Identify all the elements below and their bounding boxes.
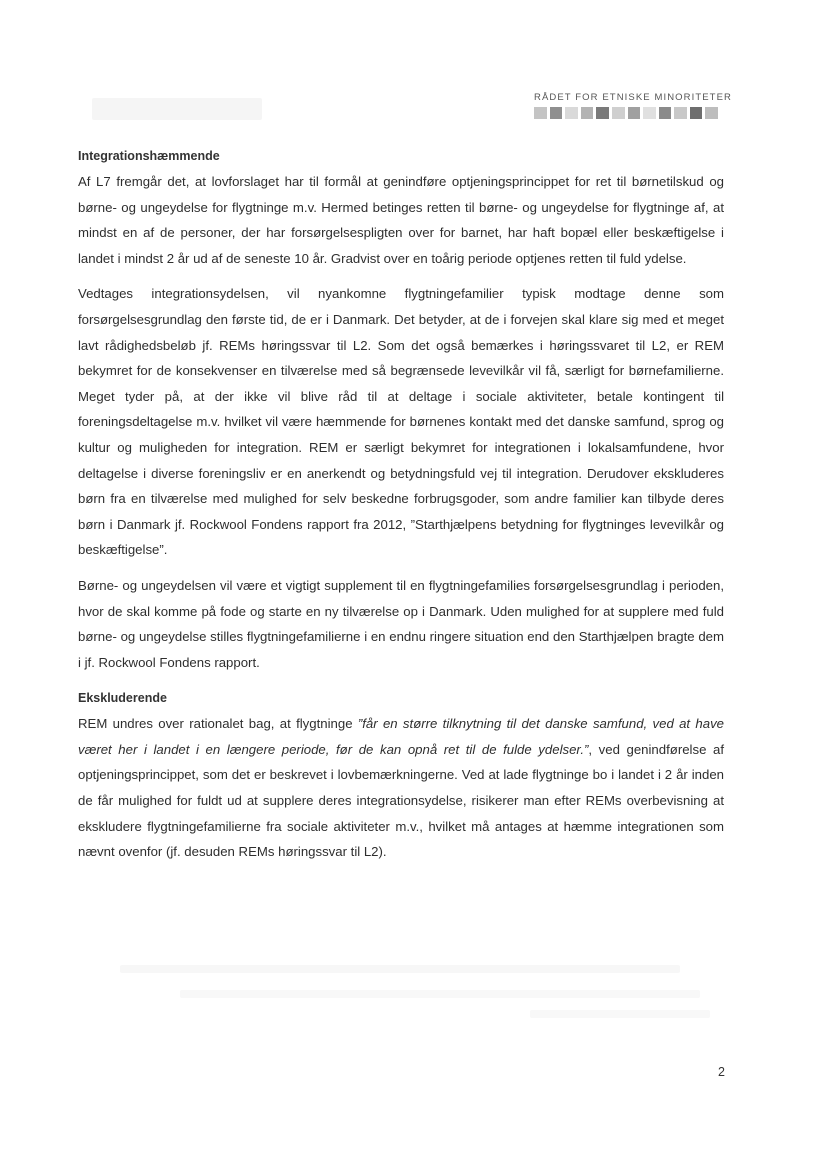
paragraph: Vedtages integrationsydelsen, vil nyankomne flygtningefamilier typisk modtage denne som forsørgelsesgrundlag den første tid, de er i Danmark. Det betyder, at de i forvejen skal klare sig med et meget lavt rådighedsbeløb jf. REMs høringssvar til L2. Som det også bemærkes i høringssvaret til L2, er REM bekymret for de konsekvenser en tilværelse med så begrænsede levevilkår vil få, særligt for børnefamilierne. Meget tyder på, at der ikke vil blive råd til at deltage i sociale aktiviteter, betale kontingent til foreningsdeltagelse m.v. hvilket vil være hæmmende for børnenes kontakt med det danske samfund, sprog og kultur og muligheden for integration. REM er særligt bekymret for integrationen i lokalsamfundene, hvor deltagelse i diverse foreningsliv er en anerkendt og betydningsfuld vej til integration. Derudover ekskluderes børn fra en tilværelse med mulighed for selv beskedne forbrugsgoder, som andre familier kan tilbyde deres børn i Danmark jf. Rockwool Fondens rapport fra 2012, ”Starthjælpens betydning for flygtninges levevilkår og beskæftigelse”. bbox=[78, 286, 724, 558]
logo-bar-segment bbox=[643, 107, 656, 119]
logo-bar-segment bbox=[596, 107, 609, 119]
scan-artifact bbox=[180, 990, 700, 998]
logo-bar-segment bbox=[674, 107, 687, 119]
logo-bar-segment bbox=[690, 107, 703, 119]
logo-bar-segment bbox=[705, 107, 718, 119]
scan-artifact bbox=[92, 98, 262, 120]
section-heading-ekskluderende: Ekskluderende bbox=[78, 691, 167, 706]
logo-bar-segment bbox=[534, 107, 547, 119]
page-number: 2 bbox=[718, 1065, 725, 1079]
document-body bbox=[78, 143, 724, 875]
organization-header bbox=[534, 92, 732, 119]
paragraph: Børne- og ungeydelsen vil være et vigtigt supplement til en flygtningefamilies forsørgelsesgrundlag i perioden, hvor de skal komme på fode og starte en ny tilværelse op i Danmark. Uden mulighed for at supplere med fuld børne- og ungeydelse stilles flygtningefamilierne i en endnu ringere situation end den Starthjælpen bragte dem i jf. Rockwool Fondens rapport. bbox=[78, 577, 724, 670]
paragraph: Af L7 fremgår det, at lovforslaget har til formål at genindføre optjeningsprincippet for ret til børnetilskud og børne- og ungeydelse for flygtninge m.v. Hermed betinges retten til børne- og ungeydelse for flygtninge af, at mindst en af de personer, der har forsørgelsespligten over for barnet, har haft bopæl eller beskæftigelse i landet i mindst 2 år ud af de seneste 10 år. Gradvist over en toårig periode optjenes retten til fuld ydelse. bbox=[78, 174, 724, 266]
logo-bar-segment bbox=[550, 107, 563, 119]
logo-bar-segment bbox=[628, 107, 641, 119]
organization-name: RÅDET FOR ETNISKE MINORITETER bbox=[534, 92, 732, 103]
logo-bar-segment bbox=[565, 107, 578, 119]
logo-bar-segment bbox=[612, 107, 625, 119]
paragraph bbox=[78, 711, 724, 865]
paragraph-rest: , ved genindførelse af optjeningsprincippet, som det er beskrevet i lovbemærkningerne. Ved at lade flygtninge bo i landet i 2 år inden de får mulighed for fuldt ud at supplere deres integrationsydelse, risikerer man efter REMs overbevisning at ekskludere flygtningefamilierne fra sociale aktiviteter m.v., hvilket må antages at hæmme integrationen som nævnt ovenfor (jf. desuden REMs høringssvar til L2). bbox=[78, 741, 724, 860]
paragraph-intro: REM undres over rationalet bag, at flygtninge bbox=[78, 716, 358, 732]
quoted-text: ”får en større tilknytning til det danske samfund, ved at have været her i landet i en længere periode, før de kan opnå ret til de fulde ydelser.” bbox=[78, 716, 725, 757]
section-heading-integrationshaemmende: Integrationshæmmende bbox=[78, 149, 220, 163]
organization-logo-bar bbox=[534, 107, 718, 119]
logo-bar-segment bbox=[581, 107, 594, 119]
scan-artifact bbox=[120, 965, 680, 973]
scan-artifact bbox=[530, 1010, 710, 1018]
logo-bar-segment bbox=[659, 107, 672, 119]
